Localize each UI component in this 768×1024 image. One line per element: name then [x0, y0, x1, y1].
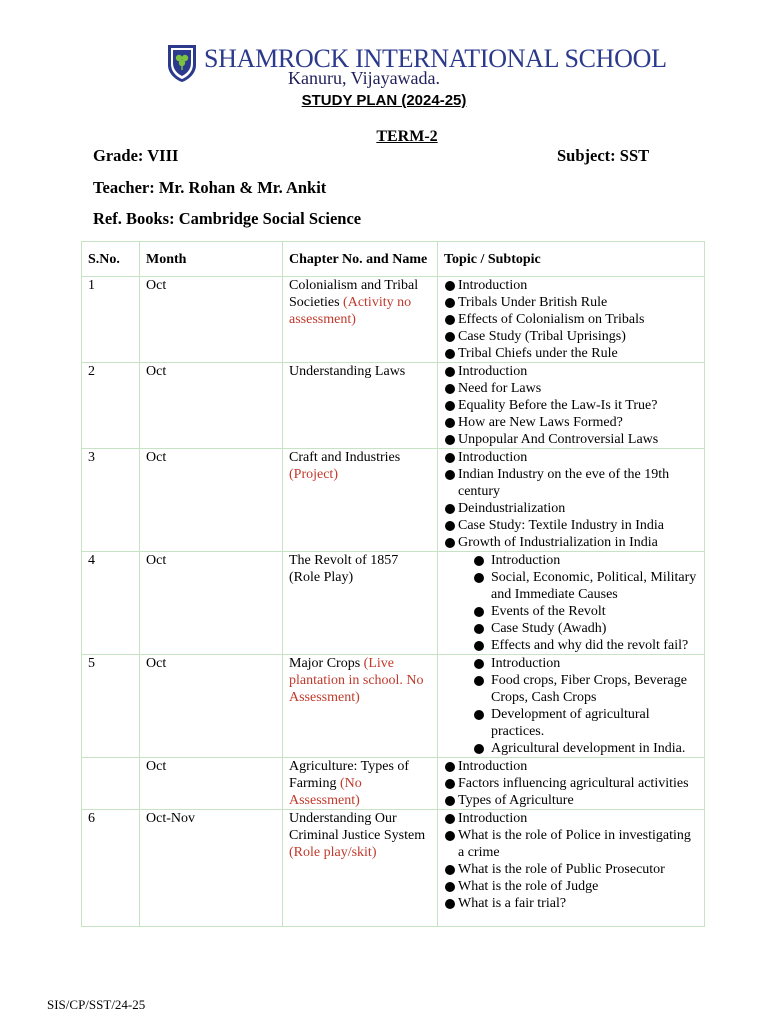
topic-item: Agricultural development in India.	[444, 740, 698, 757]
row-topics	[438, 363, 705, 449]
row-sno: 4	[82, 552, 140, 655]
chapter-name: Understanding Our Criminal Justice System	[289, 811, 426, 843]
chapter-note: (Project)	[289, 467, 338, 482]
chapter-note: (Live plantation in school. No Assessment)	[289, 656, 424, 705]
table-row	[82, 758, 705, 810]
topic-item: Unpopular And Controversial Laws	[444, 431, 698, 448]
chapter-name: Agriculture: Types of Farming	[289, 759, 410, 791]
topic-item: How are New Laws Formed?	[444, 414, 698, 431]
row-month: Oct	[140, 277, 283, 363]
topic-item: Effects and why did the revolt fail?	[444, 637, 698, 654]
row-topics	[438, 277, 705, 363]
table-header-row	[82, 242, 705, 277]
shamrock-crest-icon	[166, 43, 198, 83]
topic-item: Deindustrialization	[444, 500, 698, 517]
topic-item: Equality Before the Law-Is it True?	[444, 397, 698, 414]
topic-item: Introduction	[444, 363, 698, 380]
topic-item: Types of Agriculture	[444, 792, 698, 809]
term-heading: TERM-2	[376, 128, 438, 145]
topic-item: Tribals Under British Rule	[444, 294, 698, 311]
document-code: SIS/CP/SST/24-25	[47, 997, 146, 1012]
table-row	[82, 552, 705, 655]
plan-title: STUDY PLAN (2024-25)	[301, 92, 467, 109]
school-name: SHAMROCK INTERNATIONAL SCHOOL	[204, 44, 667, 73]
topic-item: What is the role of Judge	[444, 878, 698, 895]
row-month: Oct	[140, 449, 283, 552]
topic-item: Growth of Industrialization in India	[444, 534, 698, 551]
row-chapter	[283, 277, 438, 363]
topic-item: Indian Industry on the eve of the 19th century	[444, 466, 698, 500]
topic-item: Introduction	[444, 277, 698, 294]
chapter-name: Colonialism and Tribal Societies	[289, 278, 419, 310]
subject-label: Subject: SST	[557, 146, 650, 165]
row-month: Oct	[140, 552, 283, 655]
table-row	[82, 277, 705, 363]
chapter-note: (Activity no assessment)	[289, 295, 412, 327]
row-sno	[82, 758, 140, 810]
school-header	[0, 40, 768, 90]
row-sno: 1	[82, 277, 140, 363]
header-sno: S.No.	[82, 242, 140, 277]
teacher-label: Teacher: Mr. Rohan & Mr. Ankit	[93, 178, 327, 197]
chapter-name: The Revolt of 1857 (Role Play)	[289, 553, 399, 585]
row-chapter	[283, 552, 438, 655]
topic-item: Factors influencing agricultural activities	[444, 775, 698, 792]
topic-item: Case Study (Awadh)	[444, 620, 698, 637]
row-chapter	[283, 810, 438, 927]
chapter-note: (No Assessment)	[289, 776, 362, 808]
row-chapter	[283, 363, 438, 449]
row-sno: 5	[82, 655, 140, 758]
row-sno: 6	[82, 810, 140, 927]
table-row	[82, 363, 705, 449]
topic-item: Food crops, Fiber Crops, Beverage Crops, Cash Crops	[444, 672, 698, 706]
topic-item: Introduction	[444, 758, 698, 775]
topic-item: Introduction	[444, 655, 698, 672]
grade-label: Grade: VIII	[93, 146, 179, 165]
topic-item: Effects of Colonialism on Tribals	[444, 311, 698, 328]
chapter-name: Understanding Laws	[289, 364, 406, 379]
school-location: Kanuru, Vijayawada.	[288, 68, 441, 88]
row-sno: 3	[82, 449, 140, 552]
row-topics	[438, 449, 705, 552]
topic-item: Introduction	[444, 449, 698, 466]
topic-item: Development of agricultural practices.	[444, 706, 698, 740]
topic-item: Introduction	[444, 810, 698, 827]
topic-item: What is the role of Public Prosecutor	[444, 861, 698, 878]
row-month: Oct	[140, 655, 283, 758]
topic-item: Introduction	[444, 552, 698, 569]
topic-item: Events of the Revolt	[444, 603, 698, 620]
row-month: Oct	[140, 363, 283, 449]
topic-item: Need for Laws	[444, 380, 698, 397]
chapter-name: Craft and Industries	[289, 450, 401, 465]
topic-item: Tribal Chiefs under the Rule	[444, 345, 698, 362]
row-chapter	[283, 449, 438, 552]
study-plan-table	[81, 241, 705, 927]
topic-item: What is a fair trial?	[444, 895, 698, 912]
topic-item: What is the role of Police in investigating a crime	[444, 827, 698, 861]
ref-books-label: Ref. Books: Cambridge Social Science	[93, 209, 362, 228]
row-chapter	[283, 758, 438, 810]
chapter-name: Major Crops	[289, 656, 361, 671]
table-row	[82, 449, 705, 552]
row-sno: 2	[82, 363, 140, 449]
header-topic: Topic / Subtopic	[438, 242, 705, 277]
topic-item: Social, Economic, Political, Military and Immediate Causes	[444, 569, 698, 603]
header-month: Month	[140, 242, 283, 277]
header-chapter: Chapter No. and Name	[283, 242, 438, 277]
row-topics	[438, 655, 705, 758]
topic-item: Case Study (Tribal Uprisings)	[444, 328, 698, 345]
row-month: Oct-Nov	[140, 810, 283, 927]
row-topics	[438, 552, 705, 655]
table-row	[82, 655, 705, 758]
row-chapter	[283, 655, 438, 758]
chapter-note: (Role play/skit)	[289, 845, 377, 860]
row-month: Oct	[140, 758, 283, 810]
row-topics	[438, 758, 705, 810]
topic-item: Case Study: Textile Industry in India	[444, 517, 698, 534]
row-topics	[438, 810, 705, 927]
table-row	[82, 810, 705, 927]
